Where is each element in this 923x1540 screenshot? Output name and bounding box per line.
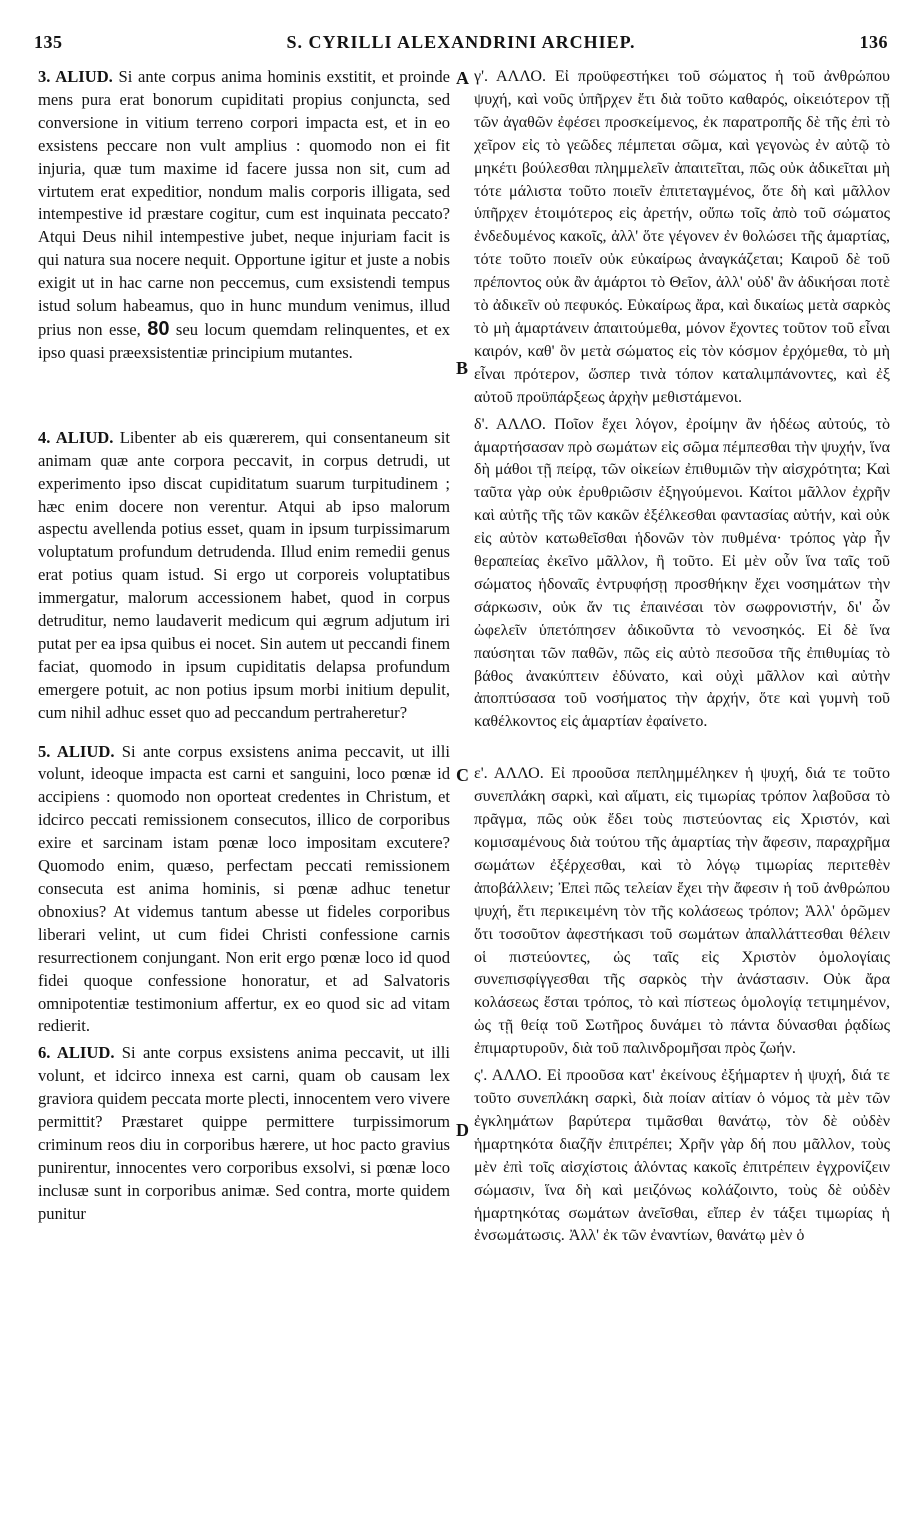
greek-section-3 [474, 66, 890, 410]
section-heading: 6. ALIUD. [38, 1043, 115, 1063]
section-text: Εἰ προοῦσα πεπλημμέληκεν ἡ ψυχή, διά τε τοῦτο συνεπλάκη σαρκὶ, καὶ αἵματι, εἰς τιμωρίας τρόπον λαβοῦσα τὸ πρᾶγμα, πῶς οὐκ ἔδει τοὺς πιστεύοντας εἰς Χριστόν, καὶ κομισαμένους διὰ τούτου τῆς ἁμαρτίας τὴν ἄφεσιν, παραχρῆμα σωμάτων ἐξέρχεσθαι, καὶ τὸ λόγῳ τιμωρίας περιτεθὲν ἀποβάλλειν; Ἐπεὶ πῶς τελείαν ἔχει τὴν ἄφεσιν ἡ τοῦ ἀνθρώπου ψυχή, ἔτι περικειμένη τὸν τῆς κολάσεως τρόπον; Ἀλλ' ὁρῶμεν ὅτι τοσοῦτον ἀφεστήκασι τοῦ σωμάτων ἀπαλλάττεσθαι θέλειν οἱ πιστεύοντες, ὡς ταῖς εἰς Χριστὸν ὁμολογίαις συνεπισφίγγεσθαι τῆς σαρκὸς τὴν ἀνάστασιν. Οὐκ ἄρα κολάσεως ἔσται τρόπος, τὸ καὶ πίστεως ὁμολογίᾳ τετιμημένον, ὡς τῇ θείᾳ τοῦ Σωτῆρος δυνάμει τὸ πάντα δύνασθαι ῥᾳδίως ἐπιμαρτυροῦν, διὰ τοῦ παλινδρομῆσαι πρὸς ζωήν. [474, 765, 890, 1058]
margin-letter-b: B [456, 358, 469, 378]
section-heading: ε'. ΑΛΛΟ. [474, 765, 544, 783]
greek-section-4 [474, 414, 890, 735]
latin-column [38, 66, 450, 1500]
page-number-left: 135 [34, 32, 63, 52]
section-text: Si ante corpus exsistens anima peccavit, ut illi volunt, et idcirco innexa est carni, quam ob causam lex graviora quidem peccata morte plecti, innocentem vero vivere permittit? Præstaret quippe permittere turpissimorum criminum reos diu in corporibus hærere, ut hoc pacto gravius punirentur, innocentes vero corporibus exsolvi, si pœnæ loco inclusæ sunt in corporibus animæ. Sed contra, morte quidem punitur [38, 1043, 450, 1223]
latin-section-4 [38, 427, 450, 725]
greek-column [474, 66, 890, 1500]
greek-section-6 [474, 1065, 890, 1248]
section-heading: ς'. ΑΛΛΟ. [474, 1067, 542, 1085]
column-number-marker: 80 [147, 317, 170, 340]
section-heading: 4. ALIUD. [38, 427, 114, 447]
latin-section-3 [38, 66, 450, 365]
section-text: Ποῖον ἔχει λόγον, ἐροίμην ἂν ἡδέως αὐτούς, τὸ ἁμαρτήσασαν πρὸ σωμάτων εἰς σῶμα πέμπεσθαι τὴν ψυχήν, ἵνα δὴ μάθοι τῇ πείρᾳ, τῶν οἰκείων ἐπιθυμιῶν τὴν αἰσχρότητα; Καὶ ταῦτα γὰρ οὐκ ἐρυθριῶσιν ἐξηγούμενοι. Καίτοι μᾶλλον ἐχρῆν καὶ αὐτῆς τῆς τῶν κακῶν ἐξέλκεσθαι φαντασίας αὐτήν, καὶ οὐκ εἰς αὐτὸν κατωθεῖσθαι ἡδονῶν τὸν πυθμένα· τρόπος γὰρ ἦν θεραπείας ἐκεῖνο μᾶλλον, ἢ τοῦτο. Εἰ μὲν οὖν ἵνα ταῖς τοῦ σώματος ἡδοναῖς ἐντρυφήσῃ προσθήκην ἔχει νοσημάτων τὴν σάρκωσιν, οὐκ ἄν τις ἐπαινέσαι τὸν σωφρονιστήν, δι' ὧν ὠφελεῖν ὑπετόπησεν ἀδικοῦντα τὸ νενοσηκός. Εἰ δὲ ἵνα παύσηται τῶν παθῶν, πῶς εἰς αὐτὸ πεσοῦσα τῆς ἐπιθυμίας τὸ βάθος ἀνακύπτειν ἐδύνατο, καὶ οὐχὶ μᾶλλον καὶ αὐτὴν ἀποπτύσασα τοῦ νοσήματος τὴν ἀρχήν, ὅτε καὶ γυμνὴ τοῦ καθέλκοντος εἰς ἁμαρτίαν ἐφαίνετο. [474, 415, 890, 731]
page-number-right: 136 [859, 32, 888, 52]
page-header [34, 32, 888, 58]
section-text: seu locum quemdam relinquentes, et ex ipso quasi præexsistentiæ principium mutantes. [38, 319, 450, 362]
greek-section-5 [474, 763, 890, 1061]
margin-letter-c: C [456, 765, 469, 785]
section-heading: δ'. ΑΛΛΟ. [474, 415, 546, 433]
latin-section-6 [38, 1042, 450, 1225]
running-title: S. CYRILLI ALEXANDRINI ARCHIEP. [286, 32, 636, 52]
section-heading: γ'. ΑΛΛΟ. [474, 68, 546, 85]
margin-letter-a: A [456, 68, 469, 88]
section-text: Si ante corpus exsistens anima peccavit, ut illi volunt, ideoque impacta est carni et sanguini, loco pœnæ id accipiens : quomodo non oporteat credentes in Christum, et idcirco peccati remissionem consecutos, illico de corporibus exire et sarcinam istam pœnæ loco impositam excutere? Quomodo enim, quæso, perfectam peccati remissionem consecuta est anima hominis, si pœnæ adhuc tenetur obnoxius? At videmus tantum abesse ut fideles corporibus liberari velint, ut cum fidei Christi confessione carnis resurrectionem conjungant. Non erit ergo pœnæ loco id quod fidei quoque confessione honoratur, et ad Salvatoris omnipotentiæ testimonium affertur, ex eo quod sic ad vitam redierit. [38, 741, 450, 1036]
section-heading: 3. ALIUD. [38, 67, 113, 86]
margin-letter-d: D [456, 1120, 469, 1140]
section-text: Libenter ab eis quærerem, qui consentaneum sit animam quæ ante corpora peccavit, in corpus detrudi, ut experimento ipso discat cupiditatum suarum turpitudinem ; hæc enim docere non verentur. Atqui ab ipso malorum aspectu avellenda potius esset, quam in ipsum turpissimarum voluptatum profundum detrudenda. Illud enim remedii genus erat potius quam istud. Si ergo ut corporeis voluptatibus immergatur, malorum accessionem habet, quod in corpus detruditur, nemo laudaverit medicum qui ægrum adjutum iri putat per ea ipsa quibus ei nocet. Sin autem ut peccandi finem faciat, quomodo in ipsum cupiditatis delapsa profundum emergere potuit, ac non potius ipsum morbi initium depulit, cum nihil adhuc esset quo ad peccandum pertraheretur? [38, 427, 450, 722]
section-text: Εἰ προοῦσα κατ' ἐκείνους ἐξήμαρτεν ἡ ψυχή, διά τε τοῦτο συνεπλάκη σαρκὶ, διὰ ποίαν αἰτίαν ὁ νόμος τὰ μὲν τῶν ἐγκλημάτων βαρύτερα τιμᾶσθαι θανάτῳ, τὸν δὲ οὐδὲν ἡμαρτηκότα διαζῆν ἐπιτρέπει; Χρῆν γὰρ δή που μᾶλλον, τοὺς μὲν ἐπὶ τοῖς αἰσχίστοις ἁλόντας κακοῖς ἐπιτρέπειν ἐγχρονίζειν σώμασιν, ἵνα δὴ καὶ μειζόνως κολάζοιντο, τοὺς δὲ οὐδὲν ἡμαρτηκότας σωμάτων ἀνεῖσθαι, εἴπερ ἐν τάξει τιμωρίας ἡ ἐνσωμάτωσις. Ἀλλ' ἐκ τῶν ἐναντίων, θανάτῳ μὲν ὁ [474, 1067, 890, 1245]
section-text: Si ante corpus anima hominis exstitit, et proinde mens pura erat bonorum cupiditati propius conjuncta, sed conversione in vitium terreno corpori impacta est, et in eo exsistens peccare non vult amplius : quomodo non ei fit injuria, quæ tum maxime id facere jussa non sit, cum ad virtutem erat expeditior, nondum malis corporis illigata, sed intempestive id præstare cogitur, cum est inquinata peccato? Atqui Deus nihil intempestive jubet, neque injuriam facit is qui natura sua nocere nequit. Opportune igitur et juste a nobis exigit ut in hac carne non peccemus, cum exsistendi tempus istud solum habeamus, quo in hunc mundum venimus, illud prius non esse, [38, 67, 450, 339]
section-text: Εἰ προϋφεστήκει τοῦ σώματος ἡ τοῦ ἀνθρώπου ψυχή, καὶ νοῦς ὑπῆρχεν ἔτι διὰ τοῦτο καθαρός, οἰκειότερον τῇ τῶν ἀγαθῶν ἐφέσει προσκείμενος, ἐκ παρατροπῆς δὲ τῆς ἐπὶ τὸ χεῖρον εἰς τὸ γεῶδες πέμπεται σῶμα, καὶ γεγονὼς ἐν αὐτῷ τὸ μηκέτι βούλεσθαι πλημμελεῖν ἀπαιτεῖται, πῶς οὐκ ἀδικεῖται μὴ τότε μάλιστα τοῦτο ποιεῖν ἐπιτεταγμένος, ὅτε δὴ καὶ μᾶλλον ὑπῆρχεν ἑτοιμότερος εἰς ἀρετήν, οὔπω τοῖς ἀπὸ τοῦ σώματος ἐνδεδυμένος κακοῖς, ἀλλ' ὅτε γέγονεν ἐν θολώσει τῆς ἁμαρτίας, τότε τοῦτο ποιεῖν οὐκ εὐκαίρως ἀναγκάζεται; Καιροῦ δὲ τοῦ πρέποντος οὐκ ἂν ἁμάρτοι τὸ Θεῖον, ἀλλ' οὐδ' ἂν ἀδικήσαι ποτὲ τὸ ἀδικεῖν οὐ πεφυκός. Εὐκαίρως ἄρα, καὶ δικαίως μετὰ σαρκὸς τὸ μὴ ἁμαρτάνειν ἀπαιτούμεθα, μόνον ἔχοντες τοῦτον τοῦ εἶναι καιρόν, καθ' ὃν μετὰ σώματος εἰς τὸν κόσμον ἐρχόμεθα, τὸ μὴ εἶναι πρότερον, ὥσπερ τινὰ τόπον καταλιμπάνοντες, καὶ ἐξ αὐτοῦ προϋπάρξεως ἀρχὴν μεθιστάμενοι. [474, 68, 890, 406]
latin-section-5 [38, 741, 450, 1039]
section-heading: 5. ALIUD. [38, 741, 115, 761]
